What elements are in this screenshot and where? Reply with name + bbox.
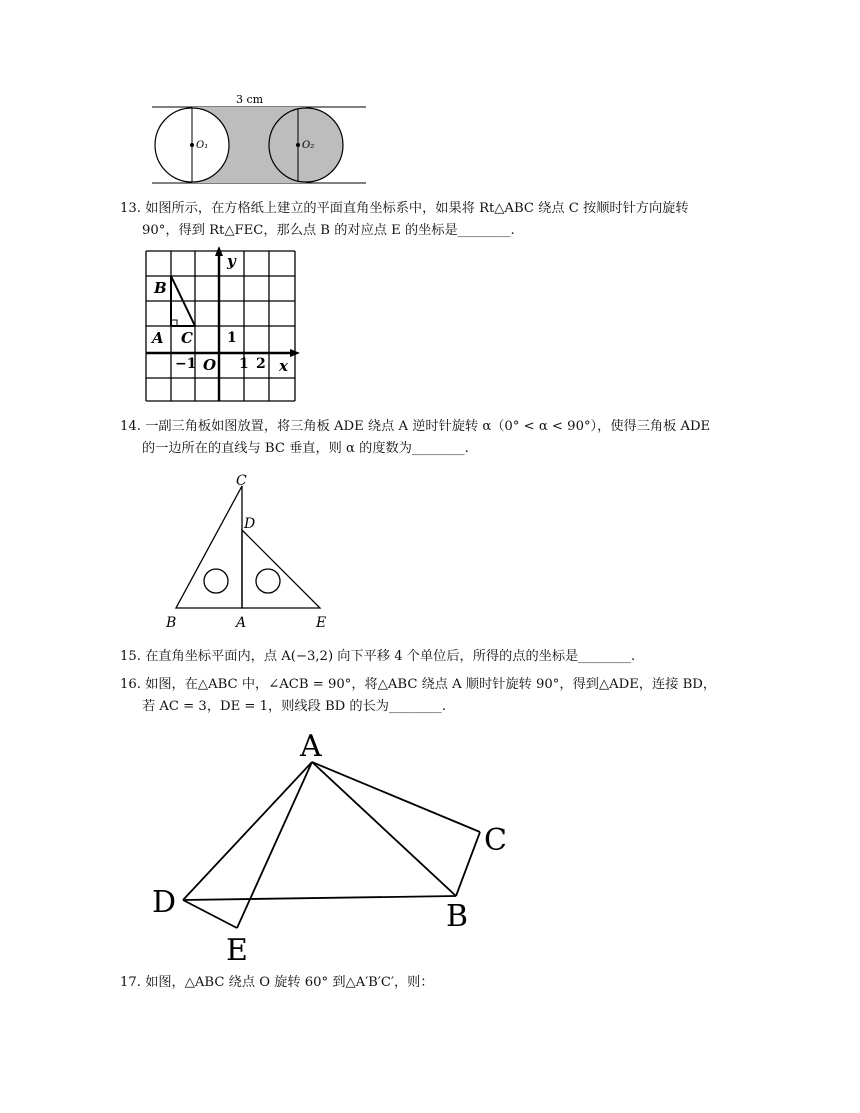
triangle-boards-figure xyxy=(160,470,340,635)
label-d: D xyxy=(152,885,177,920)
grid-label-o: O xyxy=(203,356,217,374)
question-text-cont: 若 AC = 3，DE = 1，则线段 BD 的长为________. xyxy=(142,699,446,714)
label-e: E xyxy=(316,615,327,631)
label-d: D xyxy=(244,516,256,532)
question-text-cont: 90°，得到 Rt△FEC，那么点 B 的对应点 E 的坐标是________. xyxy=(142,223,515,238)
question-number: 14. xyxy=(120,419,141,434)
grid-label-a: A xyxy=(152,329,164,347)
question-14 xyxy=(120,416,710,460)
label-a: A xyxy=(236,615,247,631)
question-number: 16. xyxy=(120,677,141,692)
label-b: B xyxy=(166,615,177,631)
question-text: 如图，△ABC 绕点 O 旋转 60° 到△A′B′C′，则： xyxy=(145,975,434,990)
rotation-figure xyxy=(140,720,530,970)
width-label: 3 cm xyxy=(236,93,264,106)
grid-label-1x: 1 xyxy=(239,356,249,372)
question-number: 15. xyxy=(120,649,141,664)
label-c: C xyxy=(236,473,247,489)
question-17 xyxy=(120,972,434,994)
grid-label-1y: 1 xyxy=(227,330,237,346)
question-number: 17. xyxy=(120,975,141,990)
grid-label-b: B xyxy=(154,279,167,297)
question-13 xyxy=(120,198,689,242)
grid-label-2x: 2 xyxy=(256,356,266,372)
o1-label: O₁ xyxy=(196,140,209,151)
two-circles-figure xyxy=(150,90,370,190)
grid-label-x: x xyxy=(279,357,288,375)
question-16 xyxy=(120,674,716,718)
label-b: B xyxy=(446,899,469,934)
label-c: C xyxy=(484,823,507,858)
question-number: 13. xyxy=(120,201,141,216)
question-text: 如图，在△ABC 中，∠ACB = 90°，将△ABC 绕点 A 顺时针旋转 90°，得到△ADE，连接 BD， xyxy=(145,677,717,692)
grid-label-neg1: −1 xyxy=(175,356,197,372)
question-text: 在直角坐标平面内，点 A(−3,2) 向下平移 4 个单位后，所得的点的坐标是________. xyxy=(145,649,636,664)
label-e: E xyxy=(226,933,248,968)
o2-label: O₂ xyxy=(302,140,315,151)
grid-label-y: y xyxy=(227,252,236,270)
grid-label-c: C xyxy=(181,329,193,347)
question-text: 如图所示，在方格纸上建立的平面直角坐标系中，如果将 Rt△ABC 绕点 C 按顺时针方向旋转 xyxy=(145,201,689,216)
label-a: A xyxy=(300,729,322,764)
question-text: 一副三角板如图放置，将三角板 ADE 绕点 A 逆时针旋转 α（0° < α < 90°），使得三角板 ADE xyxy=(145,419,711,434)
grid-figure xyxy=(143,246,303,406)
question-text-cont: 的一边所在的直线与 BC 垂直，则 α 的度数为________. xyxy=(142,441,469,456)
question-15 xyxy=(120,646,635,668)
